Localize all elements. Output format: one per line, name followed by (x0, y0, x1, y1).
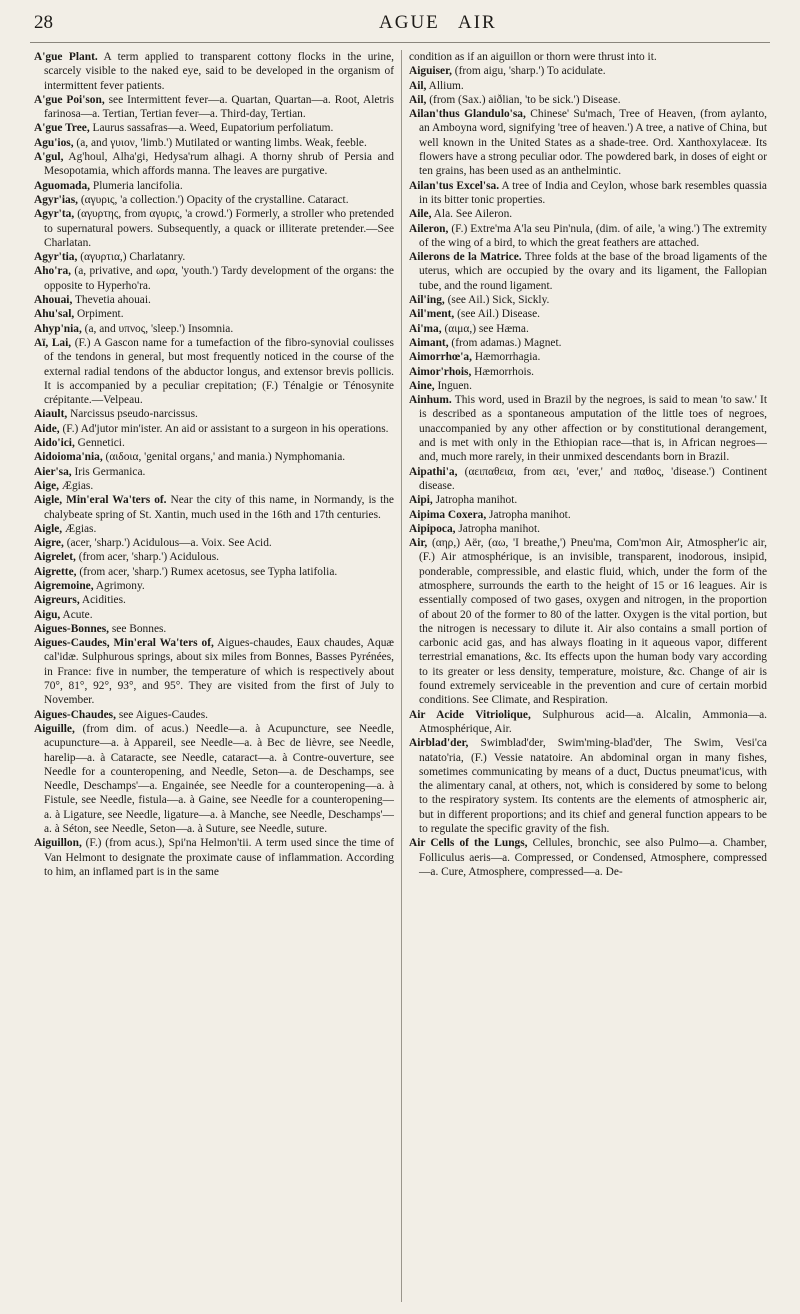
dictionary-entry (34, 336, 394, 407)
page-number: 28 (34, 12, 53, 33)
dictionary-entry (409, 365, 767, 379)
entry-headword: Aigues-Chaudes, (34, 708, 116, 721)
dictionary-entry (34, 307, 394, 321)
entry-headword: Aier'sa, (34, 465, 72, 478)
entry-definition: see Aigues-Caudes. (115, 708, 209, 721)
dictionary-entry (34, 550, 394, 564)
dictionary-entry (34, 50, 394, 93)
entry-definition: Orpiment. (74, 308, 124, 321)
dictionary-entry (34, 179, 394, 193)
dictionary-entry (409, 207, 767, 221)
dictionary-entry (34, 465, 394, 479)
entry-definition: (αειπαθεια, from αει, 'ever,' and παθος, 'disease.') Continent disease. (419, 465, 767, 492)
entry-headword: Aile, (409, 208, 432, 221)
dictionary-entry (34, 522, 394, 536)
entry-headword: Ai'ma, (409, 322, 442, 335)
entry-headword: Agyr'ta, (34, 208, 75, 221)
entry-headword: Aimant, (409, 336, 449, 349)
entry-headword: Aipipoca, (409, 522, 456, 535)
entry-headword: Aiault, (34, 408, 68, 421)
entry-definition: (a, and υπνος, 'sleep.') Insomnia. (81, 322, 234, 335)
dictionary-entry (34, 579, 394, 593)
dictionary-entry (34, 608, 394, 622)
entry-definition: Gennetici. (74, 437, 125, 450)
dictionary-entry (34, 407, 394, 421)
entry-headword: Aipi, (409, 494, 433, 507)
entry-headword: Ailerons de la Matrice. (409, 251, 522, 264)
dictionary-entry (34, 93, 394, 122)
entry-headword: A'gue Tree, (34, 122, 90, 135)
dictionary-entry (409, 493, 767, 507)
entry-definition: Jatropha manihot. (486, 508, 571, 521)
entry-headword: Aine, (409, 379, 435, 392)
entry-definition: Jatropha manihot. (432, 494, 518, 507)
entry-headword: Ahyp'nia, (34, 322, 82, 335)
entry-definition: condition as if an aiguillon or thorn were thrust into it. (409, 51, 657, 63)
entry-definition: (from (Sax.) aiðlian, 'to be sick.') Disease. (426, 93, 621, 106)
entry-headword: Agyr'ias, (34, 193, 78, 206)
dictionary-entry (34, 565, 394, 579)
entry-headword: Ailan'tus Excel'sa. (409, 179, 500, 192)
entry-headword: Aiguille, (34, 722, 75, 735)
dictionary-entry (34, 493, 394, 522)
entry-headword: Aiguiser, (409, 65, 452, 78)
dictionary-entry (409, 522, 767, 536)
entry-definition: Ægias. (62, 522, 97, 535)
entry-definition: (acer, 'sharp.') Acidulous—a. Voix. See Acid. (63, 537, 272, 550)
dictionary-entry (34, 136, 394, 150)
entry-headword: Aileron, (409, 222, 449, 235)
dictionary-entry (34, 150, 394, 179)
dictionary-entry (409, 336, 767, 350)
entry-headword: Aï, Lai, (34, 336, 72, 349)
entry-definition: (F.) A Gascon name for a tumefaction of the fibro-synovial coulisses of the tendons in general, but most frequently noticed in the course of the external radial tendons of the abductor longus, and extensor brevis pollicis. It is accompanied by a peculiar crepitation; (F.) Ténalgie or Ténosynite crépitante.—Velpeau. (44, 336, 394, 407)
dictionary-entry (409, 107, 767, 178)
entry-headword: Aigues-Bonnes, (34, 622, 110, 635)
entry-definition: (αηρ,) Aër, (αω, 'I breathe,') Pneu'ma, Com'mon Air, Atmospher'ic air, (F.) Air atmosphérique, is an invisible, transparent, inodorous, insipid, ponderable, compressible, and elastic fluid, which, under the form of the atmosphere, surrounds the earth to the height of 15 or 16 leagues. Air is essentially composed of two gases, oxygen and nitrogen, in the proportion of about 20 of the former to 80 of the latter. Oxygen is the vital portion, but the nitrogen is necessary to dilute it. Air also contains a small portion of carbonic acid gas, and has always floating in it aqueous vapor, different terrestrial emanations, &c. Its effects upon the human body vary according to its greater or less density, temperature, moisture, &c. Change of air is found extremely serviceable in the prevention and cure of certain morbid conditions. See Climate, and Respiration. (419, 537, 767, 707)
entry-headword: Aigrelet, (34, 551, 76, 564)
entry-headword: Air Acide Vitriolique, (409, 708, 531, 721)
dictionary-entry (409, 250, 767, 293)
entry-headword: Aide, (34, 422, 60, 435)
entry-headword: Aipima Coxera, (409, 508, 487, 521)
entry-headword: A'gue Poi'son, (34, 93, 105, 106)
entry-headword: Aipathi'a, (409, 465, 458, 478)
entry-definition: Allium. (426, 79, 464, 92)
dictionary-entry (409, 79, 767, 93)
entry-headword: Ail, (409, 93, 427, 106)
entry-definition: Thevetia ahouai. (72, 294, 151, 307)
entry-definition: Jatropha manihot. (455, 522, 540, 535)
entry-headword: Aigle, Min'eral Wa'ters of. (34, 494, 167, 507)
entry-headword: Aigrette, (34, 565, 77, 578)
dictionary-entry (409, 64, 767, 78)
entry-definition: Plumeria lancifolia. (90, 179, 183, 192)
entry-headword: Aidoioma'nia, (34, 451, 103, 464)
dictionary-entry (34, 622, 394, 636)
entry-definition: Laurus sassafras—a. Weed, Eupatorium perfoliatum. (89, 122, 334, 135)
entry-definition: Acidities. (79, 594, 126, 607)
entry-headword: Aigu, (34, 608, 61, 621)
header-rule (30, 42, 770, 43)
entry-headword: Aimorrhœ'a, (409, 351, 472, 364)
dictionary-entry (409, 508, 767, 522)
entry-definition: (see Ail.) Sick, Sickly. (444, 294, 550, 307)
entry-definition: (F.) Ad'jutor min'ister. An aid or assistant to a surgeon in his operations. (59, 422, 389, 435)
entry-headword: Airblad'der, (409, 737, 469, 750)
entry-definition: (αιδοια, 'genital organs,' and mania.) Nymphomania. (102, 451, 346, 464)
dictionary-entry (34, 836, 394, 879)
dictionary-entry (34, 193, 394, 207)
dictionary-entry (409, 322, 767, 336)
entry-headword: Ail'ment, (409, 308, 455, 321)
entry-headword: Aige, (34, 479, 59, 492)
dictionary-entry (34, 207, 394, 250)
dictionary-entry (409, 350, 767, 364)
entry-definition: Chinese' Su'mach, Tree of Heaven, (from aylanto, an Amboyna word, signifying 'tree of heaven.') A tree, a native of China, but well known in the United States as a shade-tree. Ord. Xanthoxylaceæ. Its flowers have a strong peculiar odor. The powdered bark, in doses of eight or ten grains, has been used as an anthelmintic. (419, 108, 767, 178)
dictionary-entry (409, 179, 767, 208)
entry-definition: (F.) (from acus.), Spi'na Helmon'tii. A term used since the time of Van Helmont to designate the proximate cause of inflammation. According to him, an inflamed part is in the same (44, 837, 394, 878)
entry-definition: Inguen. (434, 379, 472, 392)
entry-definition: Ag'houl, Alha'gi, Hedysa'rum alhagi. A thorny shrub of Persia and Mesopotamia, which affords manna. The leaves are purgative. (44, 151, 394, 178)
dictionary-entry (34, 436, 394, 450)
entry-definition: Ægias. (59, 479, 94, 492)
entry-headword: Aiguillon, (34, 837, 82, 850)
entry-definition: (F.) Extre'ma A'la seu Pin'nula, (dim. of aile, 'a wing.') The extremity of the wing of a bird, to which the great feathers are attached. (419, 222, 767, 249)
entry-headword: Aguomada, (34, 179, 91, 192)
column-divider (401, 50, 402, 1302)
dictionary-entry (34, 322, 394, 336)
entry-definition: Acute. (60, 608, 93, 621)
entry-definition: Hæmorrhois. (471, 365, 534, 378)
dictionary-entry (34, 121, 394, 135)
entry-headword: Agyr'tia, (34, 251, 78, 264)
guide-word-right: AIR (458, 12, 497, 33)
dictionary-entry (34, 708, 394, 722)
dictionary-entry (34, 536, 394, 550)
entry-definition: (αιμα,) see Hæma. (441, 322, 529, 335)
entry-headword: Aimor'rhois, (409, 365, 472, 378)
entry-definition: (from acer, 'sharp.') Acidulous. (75, 551, 219, 564)
entry-headword: Air Cells of the Lungs, (409, 837, 528, 850)
entry-definition: A tree of India and Ceylon, whose bark resembles quassia in its bitter tonic properties. (419, 179, 767, 206)
dictionary-entry (34, 479, 394, 493)
dictionary-entry (34, 293, 394, 307)
entry-headword: Aigremoine, (34, 579, 94, 592)
entry-headword: Aho'ra, (34, 265, 72, 278)
entry-headword: Ail'ing, (409, 294, 445, 307)
entry-headword: A'gul, (34, 151, 64, 164)
entry-definition: Narcissus pseudo-narcissus. (67, 408, 198, 421)
dictionary-entry (409, 307, 767, 321)
entry-definition: Swimblad'der, Swim'ming-blad'der, The Swim, Vesi'ca natato'ria, (F.) Vessie natatoire. An abdominal organ in many fishes, sometimes communicating by means of a duct, Ductus pneumat'icus, with the alimentary canal, at others, not, which is considered by some to belong to the respiratory system. Its contents are the elements of atmospheric air, but in different proportions; and its chief and general function appears to be to regulate the specific gravity of the fish. (419, 737, 767, 836)
entry-definition: Three folds at the base of the broad ligaments of the uterus, which are occupied by the ovary and its ligament, the Fallopian tube, and the round ligament. (419, 251, 767, 292)
dictionary-entry (409, 93, 767, 107)
entry-definition: Ala. See Aileron. (431, 208, 513, 221)
entry-definition: Hæmorrhagia. (471, 351, 541, 364)
dictionary-entry (409, 222, 767, 251)
entry-headword: Ahu'sal, (34, 308, 75, 321)
entry-headword: Aigues-Caudes, Min'eral Wa'ters of, (34, 637, 214, 650)
entry-headword: Air, (409, 537, 428, 550)
entry-headword: Ail, (409, 79, 427, 92)
entry-headword: Aido'ici, (34, 437, 75, 450)
dictionary-entry (409, 379, 767, 393)
entry-headword: Aigle, (34, 522, 63, 535)
entry-headword: Agu'ios, (34, 136, 74, 149)
entry-definition: (a, privative, and ωρα, 'youth.') Tardy development of the organs: the opposite to Hyperho'ra. (44, 265, 394, 292)
entry-definition: Sulphurous acid—a. Alcalin, Ammonia—a. Atmosphérique, Air. (419, 708, 767, 735)
entry-headword: Ahouai, (34, 294, 73, 307)
dictionary-entry (34, 264, 394, 293)
dictionary-entry (34, 422, 394, 436)
entry-definition: see Intermittent fever—a. Quartan, Quartan—a. Root, Aletris farinosa—a. Tertian, Tertian fever—a. Third-day, Tertian. (44, 93, 394, 121)
entry-definition: Near the city of this name, in Normandy, is the chalybeate spring of St. Xantin, much used in the 16th and 17th centuries. (44, 494, 394, 521)
entry-headword: Aigreurs, (34, 594, 80, 607)
entry-definition: A term applied to transparent cottony flocks in the urine, scarcely visible to the naked eye, said to be developed in the organism of intermittent fever patients. (44, 51, 394, 92)
entry-definition: (from adamas.) Magnet. (448, 336, 562, 349)
page-header (34, 10, 770, 38)
dictionary-entry (409, 736, 767, 836)
right-column (409, 50, 767, 1308)
entry-definition: This word, used in Brazil by the negroes, is said to mean 'to saw.' It is described as a spontaneous amputation of the little toes of negroes, unaccompanied by any other affection or by constitutional derangement, and is met with only in the Ethiopian race—that is, in African negroes—and, much more rarely, in their unmixed descendants born in Brazil. (419, 394, 767, 464)
entry-definition: (αγυρτια,) Charlatanry. (77, 251, 186, 264)
entry-definition: (from acer, 'sharp.') Rumex acetosus, see Typha latifolia. (76, 565, 338, 578)
dictionary-entry (409, 293, 767, 307)
dictionary-entry (409, 393, 767, 464)
dictionary-entry (34, 722, 394, 836)
dictionary-entry (409, 50, 767, 64)
entry-headword: Aigre, (34, 537, 64, 550)
entry-definition: Aigues-chaudes, Eaux chaudes, Aquæ cal'idæ. Sulphurous springs, about six miles from Bonnes, Basses Pyrénées, in France: five in number, the temperature of which is respectively about 70°, 81°, 92°, 93°, and 95°. They are visited from the first of July to November. (44, 637, 394, 707)
left-column (34, 50, 394, 1308)
guide-word-left: AGUE (379, 12, 440, 33)
dictionary-entry (34, 636, 394, 707)
entry-definition: Iris Germanica. (71, 465, 146, 478)
entry-definition: (see Ail.) Disease. (454, 308, 540, 321)
entry-definition: (αγυρτης, from αγυρις, 'a crowd.') Formerly, a stroller who pretended to supernatural powers. Subsequently, a quack or illiterate pretender.—See Charlatan. (44, 208, 394, 249)
dictionary-entry (409, 465, 767, 494)
dictionary-entry (409, 708, 767, 737)
entry-definition: (from aigu, 'sharp.') To acidulate. (451, 65, 606, 78)
entry-definition: (αγυρις, 'a collection.') Opacity of the crystalline. Cataract. (77, 193, 349, 206)
dictionary-entry (34, 250, 394, 264)
dictionary-entry (409, 536, 767, 708)
dictionary-entry (34, 450, 394, 464)
entry-headword: Ailan'thus Glandulo'sa, (409, 108, 526, 121)
entry-definition: Cellules, bronchic, see also Pulmo—a. Chamber, Folliculus aeris—a. Compressed, or Condensed, Atmosphere, compressed—a. Cure, Atmosphere, compressed—a. De- (419, 837, 767, 878)
entry-definition: (from dim. of acus.) Needle—a. à Acupuncture, see Needle, acupuncture—a. à Appareil, see Needle—a. à Bec de lièvre, see Needle, harelip—a. à Cataracte, see Needle, cataract—a. à Contre-ouverture, see Needle for a counteropening, and Needle, Seton—a. de Deschamps, see Needle, Deschamps'—a. Engainée, see Needle for a counteropening—a. à Fistule, see Needle, fistula—a. à Gaine, see Needle for a counteropening—a. à Ligature, see Needle, ligature—a. à Manche, see Needle, Deschamps'—a. à Séton, see Needle, Seton—a. à Suture, see Needle, suture. (44, 722, 394, 836)
entry-headword: Ainhum. (409, 394, 452, 407)
dictionary-entry (409, 836, 767, 879)
entry-headword: A'gue Plant. (34, 51, 98, 63)
dictionary-entry (34, 593, 394, 607)
entry-definition: see Bonnes. (109, 622, 167, 635)
entry-definition: (a, and γυιον, 'limb.') Mutilated or wanting limbs. Weak, feeble. (73, 136, 367, 149)
entry-definition: Agrimony. (93, 579, 145, 592)
